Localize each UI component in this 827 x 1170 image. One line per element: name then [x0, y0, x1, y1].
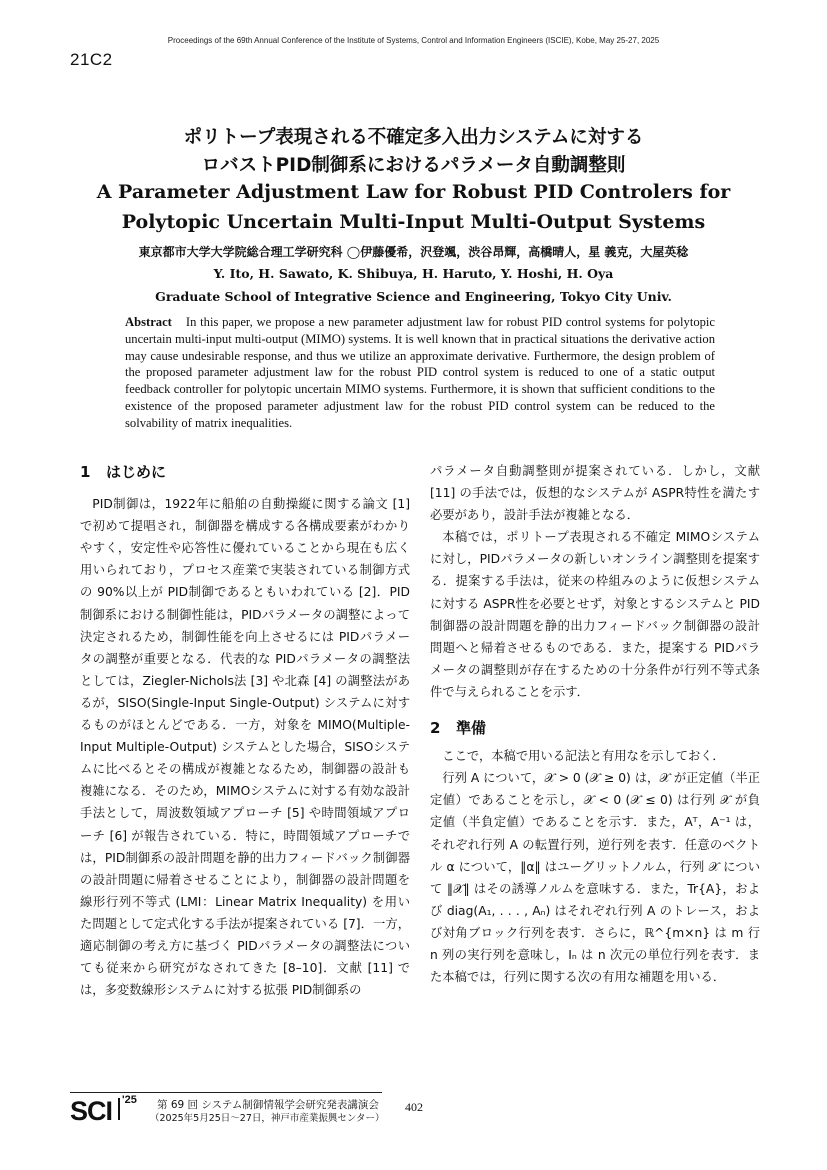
abstract-text: In this paper, we propose a new parameter adjustment law for robust PID control systems for polytopic uncertain multi-input multi-output (MIMO) systems. It is well known that in practical situations the derivative action may cause undesirable response, and thus we utilize an approximate derivative. Furthermore, the design problem of the proposed parameter adjustment law for the robust PID control system is reduced to one of a static output feedback controller for polytopic uncertain MIMO systems. Furthermore, it is shown that sufficient conditions to the existence of the proposed parameter adjustment law for the robust PID control system can be reduced to the solvability of matrix inequalities.	[125, 315, 715, 430]
sci-logo: SCI	[70, 1096, 113, 1126]
section1-paragraph1-continued: パラメータ自動調整則が提案されている．しかし，文献 [11] の手法では，仮想的なシステムが ASPR特性を満たす必要があり，設計手法が複雑となる．	[430, 464, 760, 523]
title-ja-line2: ロバストPID制御系におけるパラメータ自動調整則	[201, 155, 626, 176]
sci-logo-year: '25	[122, 1094, 137, 1106]
abstract-label: Abstract	[125, 315, 172, 329]
proceedings-header: Proceedings of the 69th Annual Conference of the Institute of Systems, Control and Information Engineers (ISCIE), Kobe, May 25-27, 2025	[167, 36, 660, 45]
authors-en: Y. Ito, H. Sawato, K. Shibuya, H. Haruto, Y. Hoshi, H. Oya	[213, 266, 614, 281]
section2-paragraph2: 行列 A について，𝒳 > 0 (𝒳 ≥ 0) は，𝒳 が正定値（半正定値）であることを示し，𝒳 < 0 (𝒳 ≤ 0) は行列 𝒳 が負定値（半負定値）であることを示す．また，Aᵀ，A⁻¹ は，それぞれ行列 A の転置行列，逆行列を表す．任意のベクトル α について，‖α‖ はユーグリットノルム，行列 𝒳 について ‖𝒳‖ はその誘導ノルムを意味する．また，Tr{A}，および diag(A₁, . . . , Aₙ) はそれぞれ行列 A のトレース，および対角ブロック行列を表す．さらに，ℝ^{m×n} は m 行 n 列の実行列を意味し，Iₙ は n 次元の単位行列を表す．また本稿では，行列に関する次の有用な補題を用いる．	[430, 771, 760, 985]
section2-title: 準備	[456, 719, 487, 738]
section2-heading	[430, 717, 760, 739]
title-ja-line1: ポリトープ表現される不確定多入出力システムに対する	[183, 127, 644, 148]
sci-logo-bar	[118, 1098, 120, 1120]
paper-id: 21C2	[70, 50, 113, 69]
authors-ja: 東京都市大学大学院総合理工学研究科 ◯伊藤優希，沢登颯，渋谷昂輝，高橋晴人，星 義克，大屋英稔	[138, 245, 689, 259]
section1-heading	[80, 461, 410, 483]
section1-title: はじめに	[106, 463, 167, 481]
section1-number: 1	[80, 463, 91, 481]
title-en-line2: Polytopic Uncertain Multi-Input Multi-Output Systems	[121, 211, 706, 233]
section1-paragraph1: PID制御は，1922年に船舶の自動操縦に関する論文 [1] で初めて提唱され，制御器を構成する各構成要素がわかりやすく，安定性や応答性に優れていることから現在も広く用いられており，プロセス産業で実装されている制御方式の 90%以上が PID制御であるともいわれている [2]．PID制御系における制御性能は，PIDパラメータの調整によって決定されるため，制御性能を向上させるには PIDパラメータの調整が重要となる．代表的な PIDパラメータの調整法としては，Ziegler-Nichols法 [3] や北森 [4] の調整法があるが，SISO(Single-Input Single-Output) システムに対するものがほとんどである．一方，対象を MIMO(Multiple-Input Multiple-Output) システムとした場合，SISOシステムに比べるとその構成が複雑となるため，制御器の設計も複雑になる．そのため，MIMOシステムに対する有効な設計手法として，周波数領域アプローチ [5] や時間領域アプローチ [6] が報告されている．特に，時間領域アプローチでは，PID制御系の設計問題を静的出力フィードバック制御器の設計問題に帰着させることにより，制御器の設計問題を線形行列不等式 (LMI：Linear Matrix Inequality) を用いた問題として定式化する手法が提案されている [7]．一方，適応制御の考え方に基づく PIDパラメータの調整法についても従来から研究がなされてきた [8–10]．文献 [11] では，多変数線形システムに対する拡張 PID制御系の	[80, 497, 410, 998]
footer-rule	[70, 1092, 382, 1093]
abstract	[125, 314, 715, 432]
section2-number: 2	[430, 719, 441, 738]
conference-dates: （2025年5月25日〜27日，神戸市産業振興センター）	[150, 1113, 385, 1124]
right-column	[430, 460, 760, 988]
section1-paragraph2: 本稿では，ポリトープ表現される不確定 MIMOシステムに対し，PIDパラメータの新しいオンライン調整則を提案する．提案する手法は，従来の枠組みのように仮想システムに対する ASPR性を必要とせず，対象とするシステムと PID制御器の設計問題を静的出力フィードバック制御器の設計問題へと帰着させるものである．また，提案する PIDパラメータの調整則が存在するための十分条件が行列不等式条件で与えられることを示す．	[430, 530, 760, 699]
conference-name: 第 69 回 システム制御情報学会研究発表講演会	[157, 1099, 379, 1111]
left-column	[80, 461, 410, 1001]
page-number: 402	[405, 1100, 423, 1114]
affiliation: Graduate School of Integrative Science and Engineering, Tokyo City Univ.	[155, 289, 672, 304]
title-en-line1: A Parameter Adjustment Law for Robust PID Controlers for	[96, 181, 731, 203]
section2-paragraph1: ここで，本稿で用いる記法と有用なを示しておく．	[442, 749, 725, 764]
